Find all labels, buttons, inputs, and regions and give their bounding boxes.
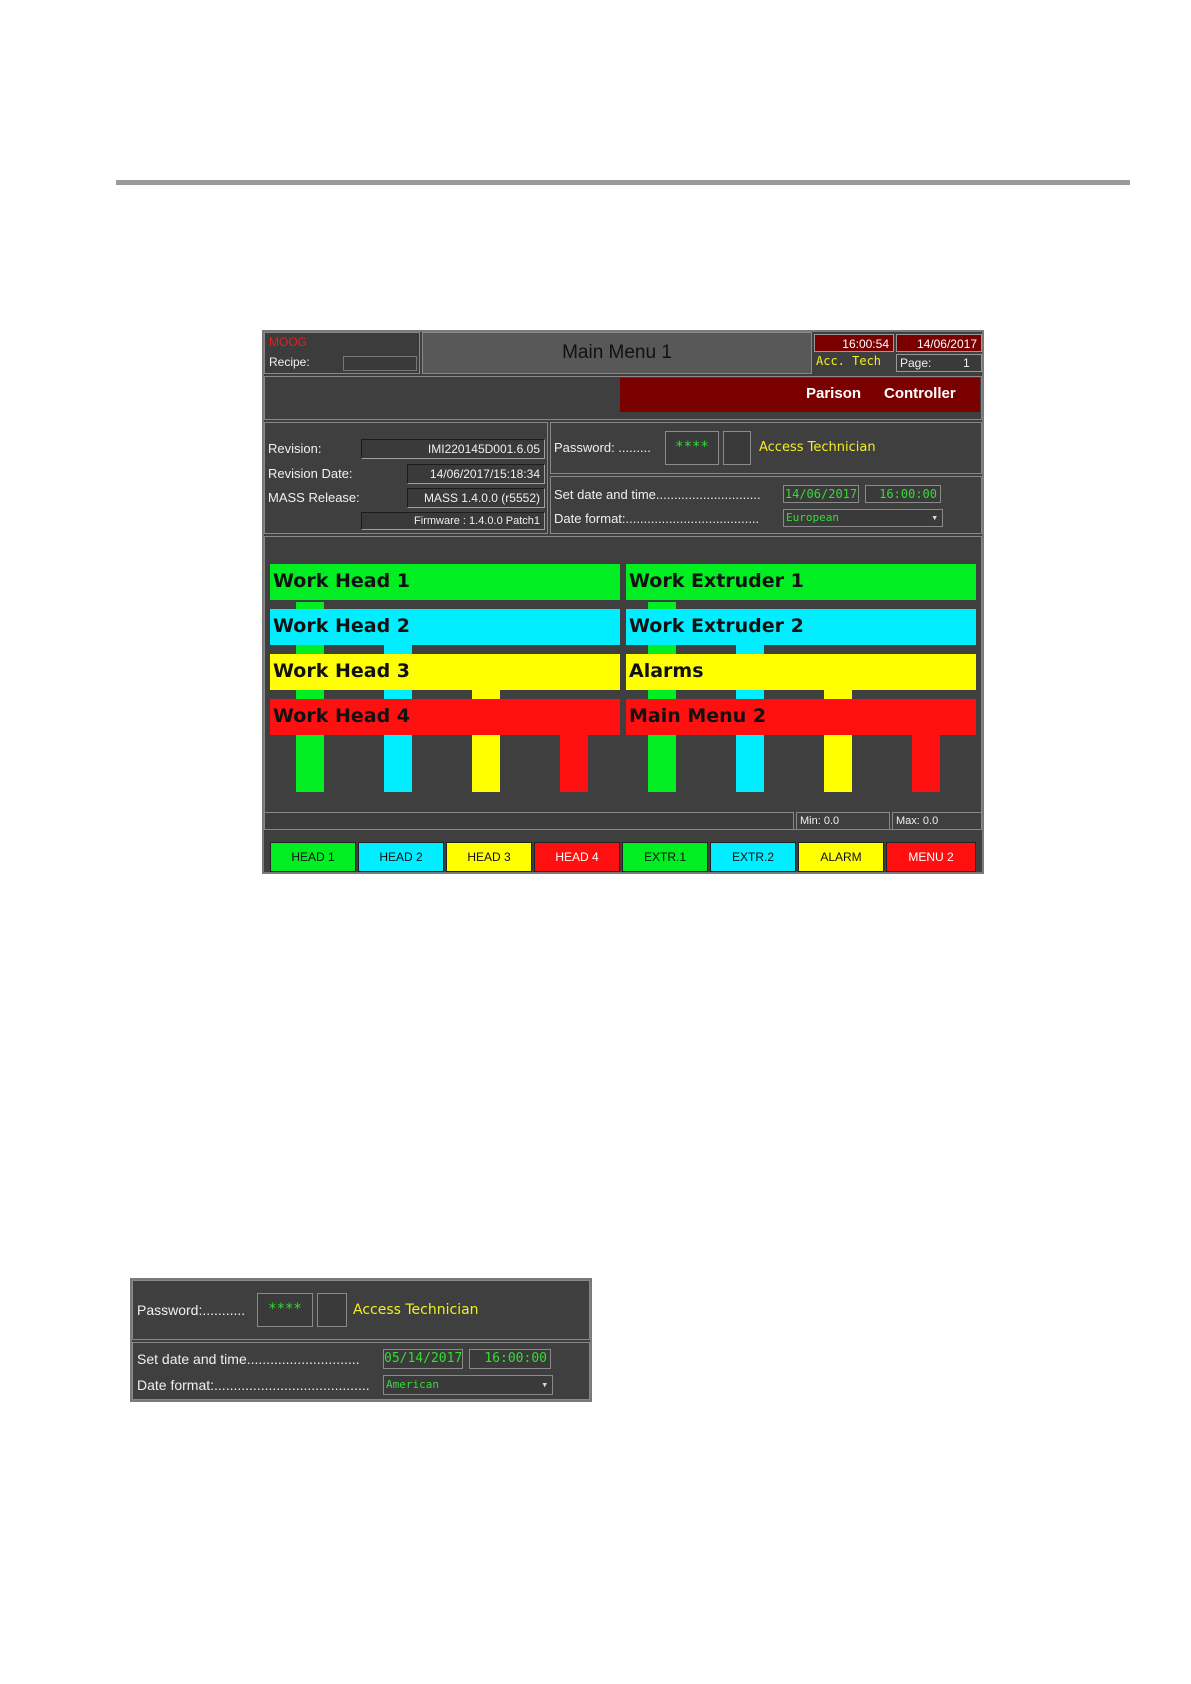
menu-2-button[interactable]: MENU 2 — [886, 842, 976, 872]
detail-date-format-select[interactable] — [383, 1375, 553, 1395]
product-banner — [620, 378, 980, 412]
head-1-button[interactable]: HEAD 1 — [270, 842, 356, 872]
access-level-indicator: Acc. Tech — [816, 354, 882, 368]
clock-time: 16:00:54 — [814, 334, 894, 352]
detail-chevron-down-icon: ▾ — [541, 1378, 548, 1391]
detail-password-row — [132, 1280, 590, 1340]
detail-password-label: Password:........... — [137, 1302, 246, 1318]
detail-date-format-label: Date format:........................................ — [137, 1377, 370, 1393]
revision-value: IMI220145D001.6.05 — [361, 439, 545, 459]
main-menu-2-button[interactable]: Main Menu 2 — [626, 699, 976, 735]
password-label: Password: ......... — [554, 440, 651, 455]
banner-word-parison: Parison — [806, 385, 862, 402]
recipe-label: Recipe: — [269, 355, 310, 369]
detail-access-level-text: Access Technician — [353, 1302, 479, 1318]
detail-password-field[interactable]: **** — [257, 1293, 313, 1327]
date-format-label: Date format:..................................... — [554, 511, 760, 526]
extr-1-button[interactable]: EXTR.1 — [622, 842, 708, 872]
password-field[interactable]: **** — [665, 431, 719, 465]
hmi-main-menu-screen — [262, 330, 984, 874]
page-title: Main Menu 1 — [562, 342, 672, 363]
head-3-button[interactable]: HEAD 3 — [446, 842, 532, 872]
head4-bar — [560, 732, 588, 792]
password-panel — [550, 422, 982, 474]
min-value: Min: 0.0 — [796, 812, 890, 830]
revision-info-panel — [264, 422, 548, 534]
date-format-select[interactable] — [783, 509, 943, 527]
menu2-bar — [912, 732, 940, 792]
detail-password-enter-button[interactable] — [317, 1293, 347, 1327]
alarm-button[interactable]: ALARM — [798, 842, 884, 872]
date-input[interactable]: 14/06/2017 — [784, 487, 858, 501]
revision-label: Revision: — [268, 441, 322, 456]
detail-time-input[interactable]: 16:00:00 — [469, 1349, 551, 1369]
revision-date-label: Revision Date: — [268, 466, 353, 481]
password-date-detail-panel — [130, 1278, 592, 1402]
brand-logo: MOOG — [269, 335, 307, 349]
chevron-down-icon: ▾ — [931, 511, 938, 524]
work-head-1-button[interactable]: Work Head 1 — [270, 564, 620, 600]
date-format-selected: European — [786, 511, 839, 524]
recipe-field[interactable] — [343, 356, 417, 371]
work-head-4-button[interactable]: Work Head 4 — [270, 699, 620, 735]
detail-date-row — [132, 1342, 590, 1400]
max-value: Max: 0.0 — [892, 812, 982, 830]
detail-date-format-selected: American — [386, 1378, 439, 1391]
work-head-3-button[interactable]: Work Head 3 — [270, 654, 620, 690]
page-indicator — [896, 354, 982, 372]
revision-date-value: 14/06/2017/15:18:34 — [407, 464, 545, 484]
detail-date-input[interactable]: 05/14/2017 — [383, 1349, 463, 1369]
time-input[interactable]: 16:00:00 — [865, 485, 941, 503]
access-level-text: Access Technician — [759, 440, 876, 455]
mass-release-label: MASS Release: — [268, 490, 360, 505]
page-divider — [116, 180, 1130, 185]
set-date-time-label: Set date and time............................. — [554, 487, 761, 502]
detail-set-date-time-label: Set date and time............................. — [137, 1351, 360, 1367]
header-left-panel — [264, 332, 420, 374]
mass-release-value: MASS 1.4.0.0 (r5552) — [407, 488, 545, 508]
work-head-2-button[interactable]: Work Head 2 — [270, 609, 620, 645]
head-2-button[interactable]: HEAD 2 — [358, 842, 444, 872]
clock-date: 14/06/2017 — [896, 334, 982, 352]
banner-word-controller: Controller — [884, 385, 956, 402]
work-extruder-1-button[interactable]: Work Extruder 1 — [626, 564, 976, 600]
password-enter-button[interactable] — [723, 431, 751, 465]
status-message-bar — [264, 812, 794, 830]
date-time-panel — [550, 476, 982, 534]
page-number: 1 — [963, 356, 970, 370]
page-label: Page: — [900, 356, 932, 370]
firmware-value: Firmware : 1.4.0.0 Patch1 — [361, 512, 545, 530]
alarms-button[interactable]: Alarms — [626, 654, 976, 690]
work-extruder-2-button[interactable]: Work Extruder 2 — [626, 609, 976, 645]
header-title-panel — [422, 332, 812, 374]
extr-2-button[interactable]: EXTR.2 — [710, 842, 796, 872]
head-4-button[interactable]: HEAD 4 — [534, 842, 620, 872]
